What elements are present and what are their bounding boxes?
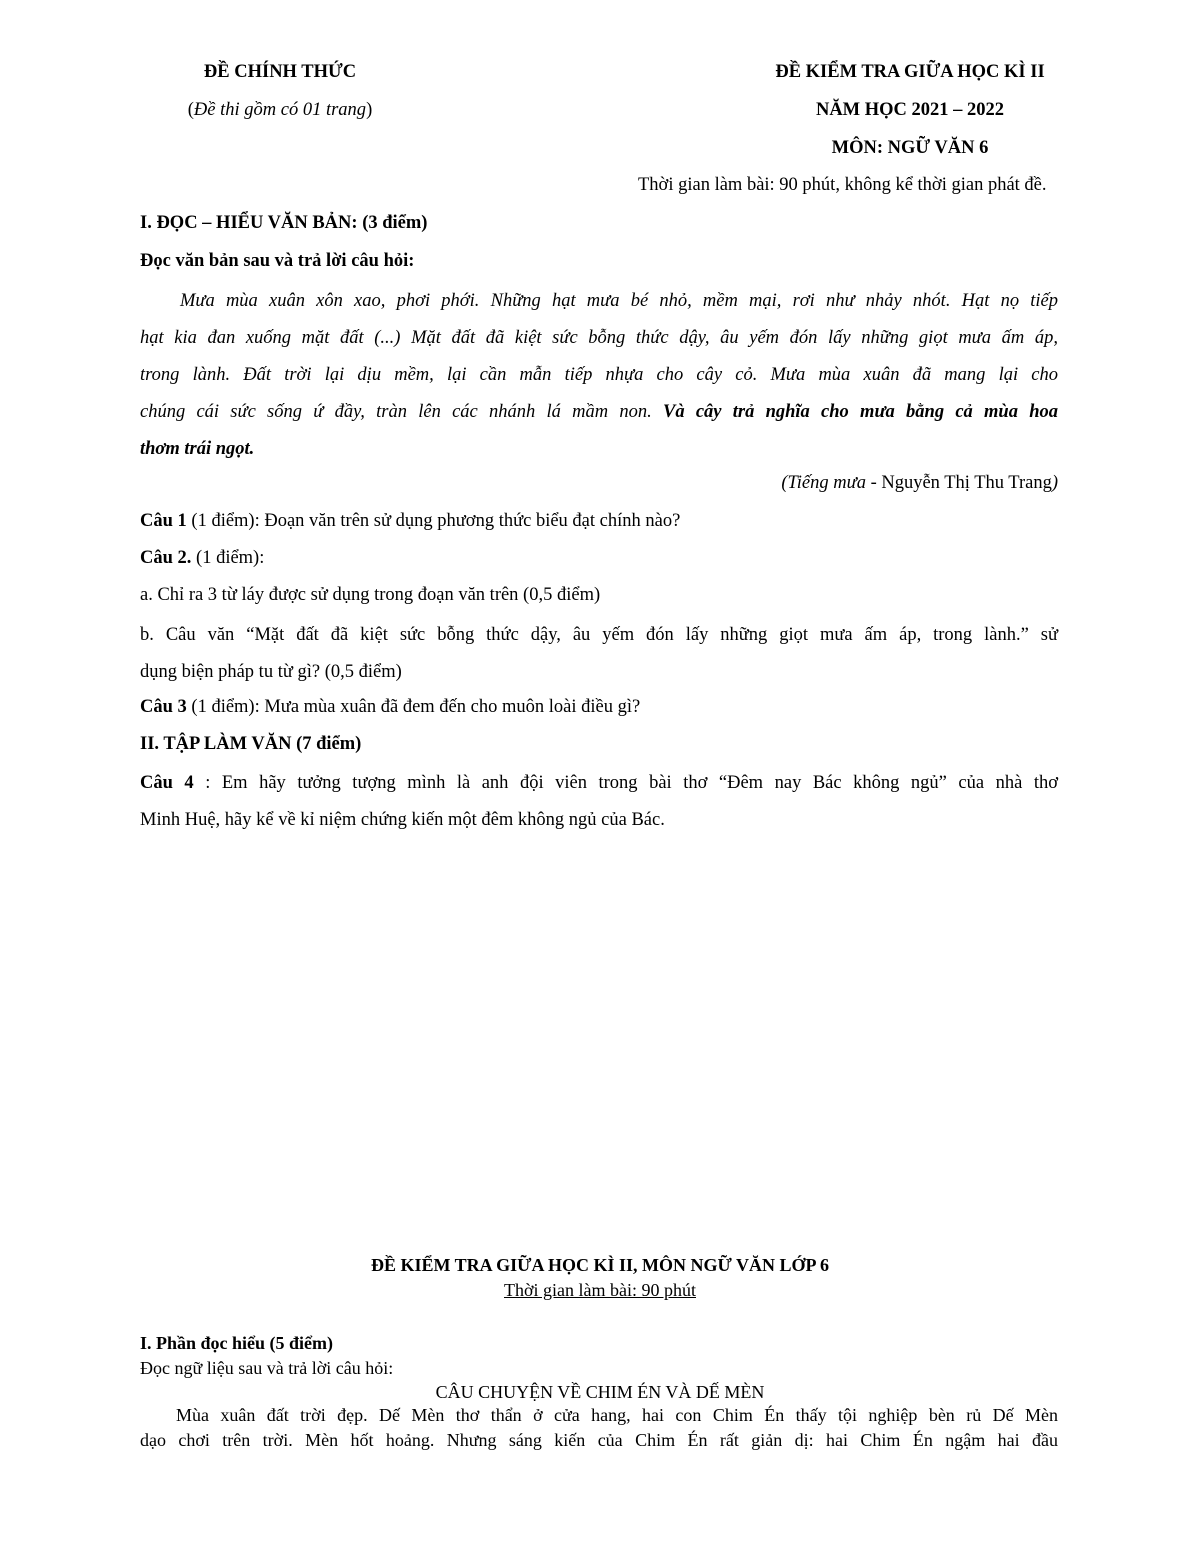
question-1 [140,511,680,532]
question-3-text: (1 điểm): Mưa mùa xuân đã đem đến cho muôn loài điều gì? [186,697,641,717]
source-close: ) [1051,473,1058,493]
question-2 [140,548,264,569]
passage-line-4-bold: Và cây trả nghĩa cho mưa bằng cả mùa hoa [663,402,1058,422]
question-2-text: (1 điểm): [191,548,265,568]
story-title: CÂU CHUYỆN VỀ CHIM ÉN VÀ DẾ MÈN [435,1382,765,1402]
passage-line-1: Mưa mùa xuân xôn xao, phơi phới. Những hạt mưa bé nhỏ, mềm mại, rơi như nhảy nhót. Hạt nọ tiếp [180,291,1058,311]
question-2a: a. Chỉ ra 3 từ láy được sử dụng trong đoạn văn trên (0,5 điểm) [140,585,601,605]
question-4-line-1 [140,765,1058,802]
reading-passage [140,283,1058,468]
question-4-text: : Em hãy tưởng tượng mình là anh đội viên trong bài thơ “Đêm nay Bác không ngủ” của nhà thơ [193,773,1059,793]
question-3-label: Câu 3 [140,697,187,717]
time-note: Thời gian làm bài: 90 phút, không kể thời gian phát đề. [638,175,1047,195]
doc2-title: ĐỀ KIỂM TRA GIỮA HỌC KÌ II, MÔN NGỮ VĂN LỚP 6 [370,1255,830,1275]
story-text [140,1403,1058,1453]
question-4-line-2: Minh Huệ, hãy kể về kỉ niệm chứng kiến một đêm không ngủ của Bác. [140,810,665,830]
passage-line-4 [140,394,1058,431]
exam-title: ĐỀ KIỂM TRA GIỮA HỌC KÌ II [775,62,1045,82]
question-4 [140,765,1058,839]
section2-heading: II. TẬP LÀM VĂN (7 điểm) [140,734,362,754]
passage-line-2: hạt kia đan xuống mặt đất (...) Mặt đất đã kiệt sức bỗng thức dậy, âu yếm đón lấy những giọt mưa ấm áp, [140,328,1058,348]
passage-line-3: trong lành. Đất trời lại dịu mềm, lại cần mẫn tiếp nhựa cho cây cỏ. Mưa mùa xuân đã mang lại cho [140,365,1058,385]
question-2b-line-2: dụng biện pháp tu từ gì? (0,5 điểm) [140,662,402,682]
note-text: Đề thi gồm có 01 trang [193,100,367,120]
school-year: NĂM HỌC 2021 – 2022 [815,100,1005,120]
note-open-paren: ( [187,100,194,120]
passage-line-5: thơm trái ngọt. [140,439,255,459]
story-line-2: dạo chơi trên trời. Mèn hốt hoảng. Nhưng sáng kiến của Chim Én rất giản dị: hai Chim Én ngậm hai đầu [140,1430,1058,1450]
story-line-1: Mùa xuân đất trời đẹp. Dế Mèn thơ thẩn ở cửa hang, hai con Chim Én thấy tội nghiệp bèn rủ Dế Mèn [176,1405,1058,1425]
question-1-text: (1 điểm): Đoạn văn trên sử dụng phương thức biểu đạt chính nào? [186,511,681,531]
question-2b [140,617,1058,691]
doc2-time: Thời gian làm bài: 90 phút [504,1280,696,1300]
official-label: ĐỀ CHÍNH THỨC [203,62,357,82]
doc2-instruction: Đọc ngữ liệu sau và trả lời câu hỏi: [140,1358,394,1378]
source-author: - Nguyễn Thị Thu Trang [865,473,1052,493]
subject-line: MÔN: NGỮ VĂN 6 [831,138,989,158]
question-2-label: Câu 2. [140,548,192,568]
question-3 [140,697,640,718]
section1-heading: I. ĐỌC – HIỂU VĂN BẢN: (3 điểm) [140,213,428,233]
question-1-label: Câu 1 [140,511,187,531]
source-title: (Tiếng mưa [781,473,866,493]
question-2b-line-1: b. Câu văn “Mặt đất đã kiệt sức bỗng thức dậy, âu yếm đón lấy những giọt mưa ấm áp, trong lành.” sử [140,625,1058,645]
passage-source [781,473,1058,494]
doc2-part1-heading: I. Phần đọc hiểu (5 điểm) [140,1333,334,1353]
note-close-paren: ) [366,100,373,120]
section1-instruction: Đọc văn bản sau và trả lời câu hỏi: [140,251,415,271]
page-count-note [130,100,430,121]
question-4-label: Câu 4 [140,773,194,793]
passage-line-4-normal: chúng cái sức sống ứ đầy, tràn lên các nhánh lá mầm non. [140,402,663,422]
